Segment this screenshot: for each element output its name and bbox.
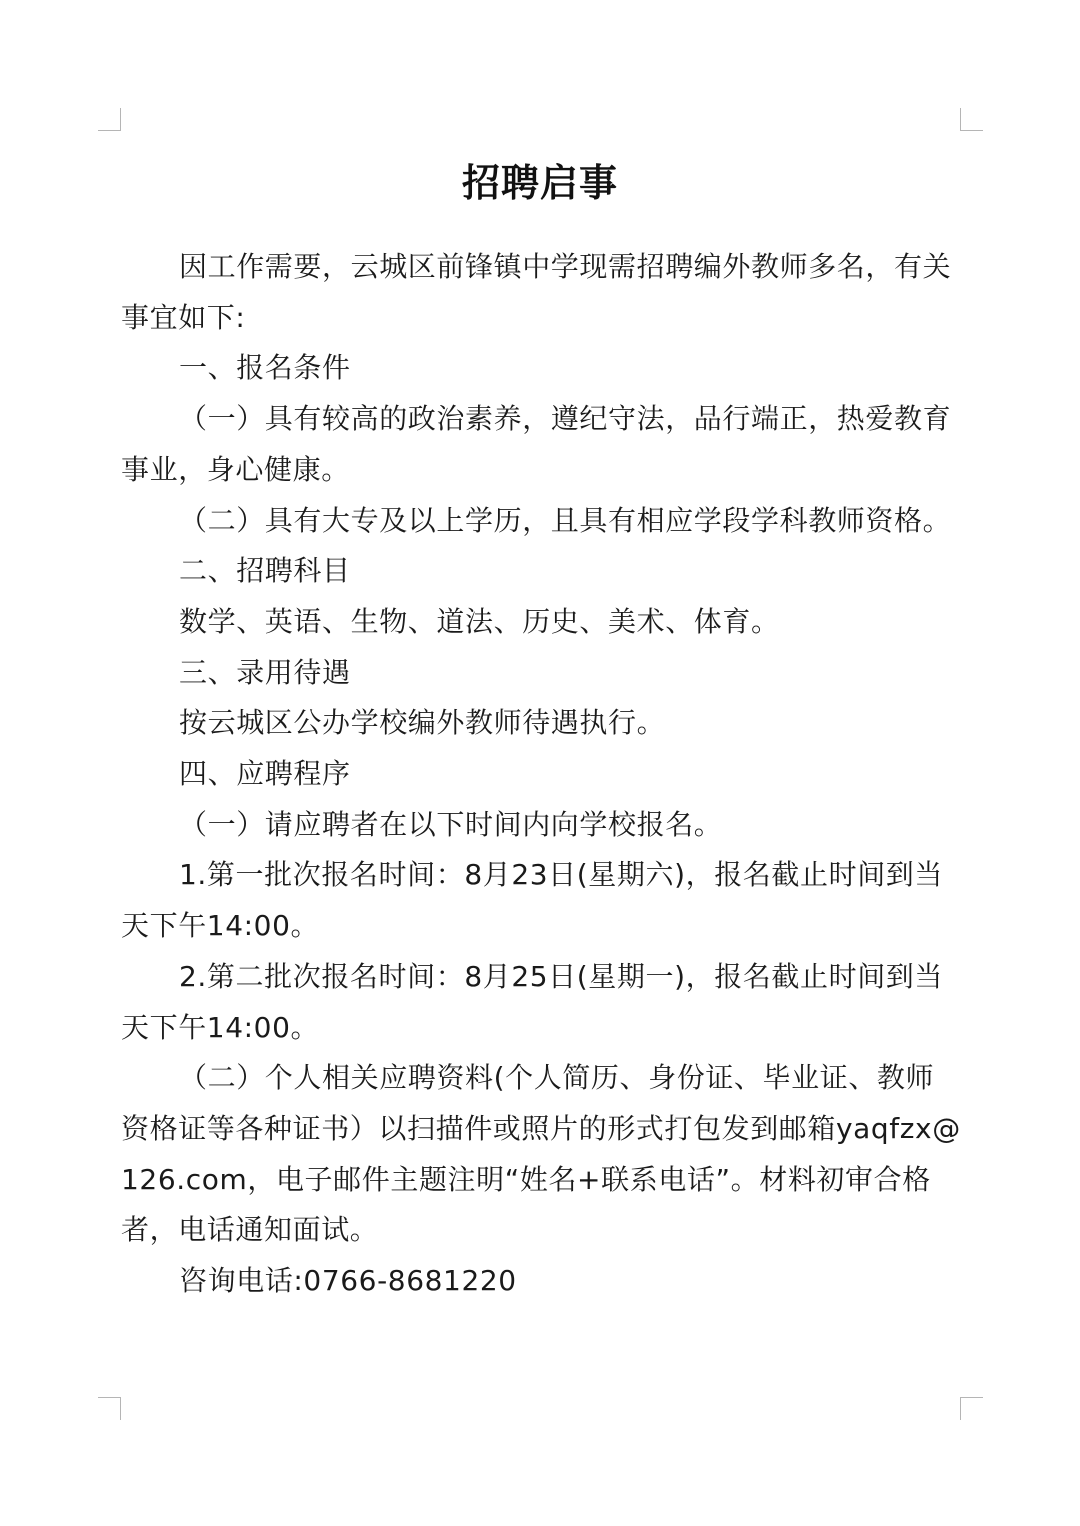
section-heading-requirements: 一、报名条件 [179, 351, 351, 385]
registration-batch-1: 1.第一批次报名时间：8月23日(星期六)，报名截止时间到当天下午14:00。 [121, 858, 944, 943]
section-heading-procedure: 四、应聘程序 [179, 757, 351, 791]
benefits-text: 按云城区公办学校编外教师待遇执行。 [179, 706, 666, 740]
subjects-list: 数学、英语、生物、道法、历史、美术、体育。 [179, 604, 780, 638]
registration-batch-2: 2.第二批次报名时间：8月25日(星期一)，报名截止时间到当天下午14:00。 [121, 959, 944, 1044]
procedure-item-2: （二）个人相关应聘资料(个人简历、身份证、毕业证、教师资格证等各种证书）以扫描件或照片的形式打包发到邮箱yaqfzx@126.com，电子邮件主题注明“姓名+联系电话”。材料初审合格者，电话通知面试。 [121, 1061, 961, 1247]
requirement-item-2: （二）具有大专及以上学历，且具有相应学段学科教师资格。 [179, 503, 952, 537]
section-heading-benefits: 三、录用待遇 [179, 655, 351, 689]
document-title: 招聘启事 [461, 161, 618, 206]
section-heading-subjects: 二、招聘科目 [179, 554, 351, 588]
requirement-item-1: （一）具有较高的政治素养，遵纪守法，品行端正，热爱教育事业，身心健康。 [121, 402, 952, 486]
crop-mark-top-right [960, 108, 983, 131]
document-body [121, 242, 961, 1307]
crop-mark-bottom-left [98, 1397, 121, 1420]
crop-mark-bottom-right [960, 1397, 983, 1420]
crop-mark-top-left [98, 108, 121, 131]
contact-phone: 咨询电话:0766-8681220 [179, 1264, 517, 1298]
procedure-item-1: （一）请应聘者在以下时间内向学校报名。 [179, 807, 723, 841]
intro-paragraph: 因工作需要，云城区前锋镇中学现需招聘编外教师多名，有关事宜如下: [121, 250, 952, 334]
